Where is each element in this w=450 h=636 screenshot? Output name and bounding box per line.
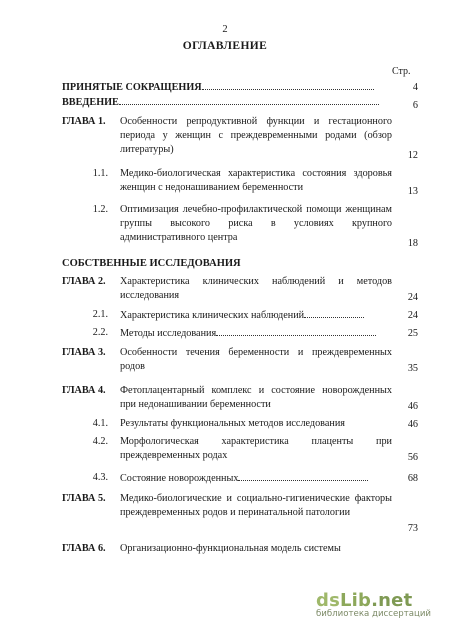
toc-entry-chapter-3[interactable] [62,346,422,376]
section-number: 1.2. [92,204,108,215]
toc-entry-4-3[interactable] [62,471,422,486]
toc-page-number: 4 [412,82,418,93]
toc-entry-title: ПРИНЯТЫЕ СОКРАЩЕНИЯ [62,82,202,93]
chapter-number: ГЛАВА 5. [62,493,106,504]
section-number: 2.2. [92,327,108,338]
toc-page-number: 18 [407,238,418,249]
toc-entry-chapter-2[interactable] [62,275,422,305]
toc-entry-chapter-1[interactable] [62,115,422,163]
toc-entry-2-2[interactable] [62,326,422,341]
toc-entry-title: Медико-биологические и социально-гигиенические факторы преждевременных родов и перинатальной патологии [120,493,392,518]
toc-entry-1-2[interactable] [62,203,422,251]
toc-entry-4-1[interactable] [62,417,422,432]
toc-entry-title: Фетоплацентарный комплекс и состояние новорожденных при недонашивании беременности [120,385,392,410]
toc-entry-1-1[interactable] [62,167,422,199]
toc-entry-title: Состояние новорожденных [120,473,239,484]
page-number: 2 [222,24,228,35]
leader-dots [202,80,374,90]
section-heading-own-research: СОБСТВЕННЫЕ ИССЛЕДОВАНИЯ [62,258,241,269]
dslib-watermark [316,590,450,619]
toc-entry-chapter-5[interactable] [62,492,422,536]
leader-dots [238,471,368,481]
toc-page-number: 24 [407,310,418,321]
toc-entry-title: Результаты функциональных методов исследования [120,418,345,429]
toc-entry-title: Особенности течения беременности и преждевременных родов [120,347,392,372]
section-number: 2.1. [92,309,108,320]
section-number: 4.1. [92,418,108,429]
toc-page-number: 68 [407,473,418,484]
toc-entry-title: Организационно-функциональная модель системы [120,543,341,554]
dslib-logo: dsLib.net [316,590,413,611]
toc-entry-title: Медико-биологическая характеристика состояния здоровья женщин с недонашиванием беременности [120,168,392,193]
chapter-number: ГЛАВА 1. [62,116,106,127]
chapter-number: ГЛАВА 4. [62,385,106,396]
toc-page-number: 25 [407,328,418,339]
document-title: ОГЛАВЛЕНИЕ [182,40,268,52]
leader-dots [216,326,376,336]
toc-entry-chapter-6[interactable] [62,542,422,557]
toc-entry-chapter-4[interactable] [62,384,422,414]
section-number: 4.3. [92,472,108,483]
toc-entry-abbreviations[interactable] [62,80,422,95]
section-number: 4.2. [92,436,108,447]
toc-entry-title: Морфологическая характеристика плаценты при преждевременных родах [120,436,392,461]
toc-page-number: 56 [407,452,418,463]
chapter-number: ГЛАВА 3. [62,347,106,358]
table-of-contents [62,80,422,557]
chapter-number: ГЛАВА 6. [62,543,106,554]
toc-page-number: 46 [407,419,418,430]
section-number: 1.1. [92,168,108,179]
toc-entry-introduction[interactable] [62,95,422,113]
toc-entry-title: Оптимизация лечебно-профилактической помощи женщинам группы высокого риска в условиях крупного административного центра [120,204,392,243]
toc-page-number: 24 [407,292,418,303]
toc-page-number: 46 [407,401,418,412]
toc-entry-title: Характеристика клинических наблюдений [120,310,305,321]
page-column-label: Стр. [392,66,411,77]
chapter-number: ГЛАВА 2. [62,276,106,287]
toc-entry-title: Методы исследования [120,328,217,339]
toc-page-number: 73 [407,523,418,534]
dslib-tagline: библиотека диссертаций [316,609,432,619]
leader-dots [119,95,379,105]
toc-entry-title: Особенности репродуктивной функции и гестационного периода у женщин с преждевременными родами (обзор литературы) [120,116,392,155]
leader-dots [304,308,364,318]
toc-page-number: 13 [407,186,418,197]
toc-entry-2-1[interactable] [62,308,422,323]
toc-page-number: 35 [407,363,418,374]
toc-entry-title: ВВЕДЕНИЕ [62,97,119,108]
toc-entry-title: Характеристика клинических наблюдений и методов исследования [120,276,392,301]
toc-entry-4-2[interactable] [62,435,422,465]
toc-page-number: 12 [407,150,418,161]
toc-page-number: 6 [412,100,418,111]
